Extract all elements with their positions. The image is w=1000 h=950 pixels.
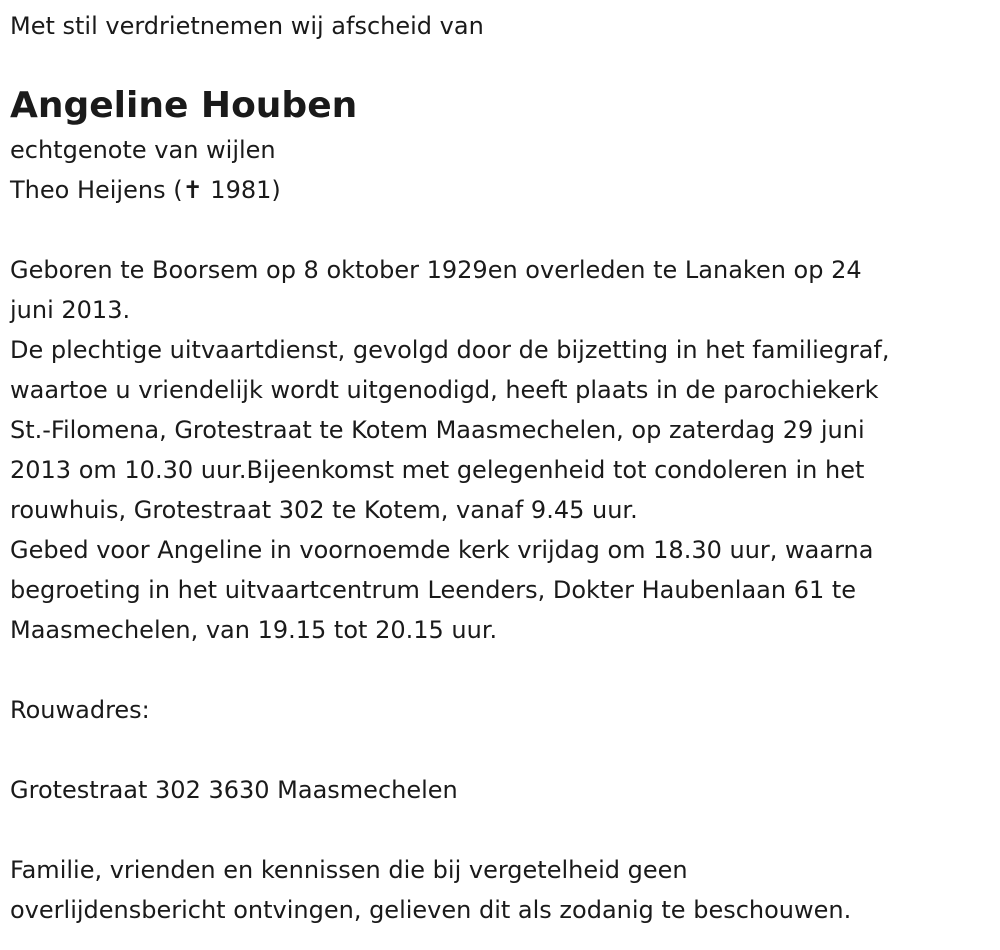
address-label: Rouwadres:: [10, 696, 150, 724]
details-line: Maasmechelen, van 19.15 tot 20.15 uur.: [10, 616, 498, 644]
details-line: St.-Filomena, Grotestraat te Kotem Maasmechelen, op zaterdag 29 juni: [10, 416, 865, 444]
spacer: [10, 650, 990, 690]
funeral-details: [10, 250, 990, 650]
closing-line: Familie, vrienden en kennissen die bij vergetelheid geen: [10, 856, 688, 884]
spacer: [10, 730, 990, 770]
details-line: Gebed voor Angeline in voornoemde kerk vrijdag om 18.30 uur, waarna: [10, 536, 874, 564]
closing-line: overlijdensbericht ontvingen, gelieven dit als zodanig te beschouwen.: [10, 896, 852, 924]
details-line: Geboren te Boorsem op 8 oktober 1929en overleden te Lanaken op 24: [10, 256, 862, 284]
closing-note: [10, 850, 990, 930]
details-line: rouwhuis, Grotestraat 302 te Kotem, vanaf 9.45 uur.: [10, 496, 638, 524]
address-value: Grotestraat 302 3630 Maasmechelen: [10, 776, 458, 804]
spacer: [10, 210, 990, 250]
details-line: waartoe u vriendelijk wordt uitgenodigd, heeft plaats in de parochiekerk: [10, 376, 879, 404]
relation-line-2: Theo Heijens (✝ 1981): [10, 176, 281, 204]
deceased-name: Angeline Houben: [10, 85, 358, 126]
details-line: 2013 om 10.30 uur.Bijeenkomst met gelegenheid tot condoleren in het: [10, 456, 865, 484]
details-line: De plechtige uitvaartdienst, gevolgd door de bijzetting in het familiegraf,: [10, 336, 890, 364]
relation-line-1: echtgenote van wijlen: [10, 136, 276, 164]
spacer: [10, 810, 990, 850]
details-line: begroeting in het uitvaartcentrum Leenders, Dokter Haubenlaan 61 te: [10, 576, 857, 604]
details-line: juni 2013.: [10, 296, 131, 324]
intro-text: Met stil verdrietnemen wij afscheid van: [10, 12, 484, 40]
